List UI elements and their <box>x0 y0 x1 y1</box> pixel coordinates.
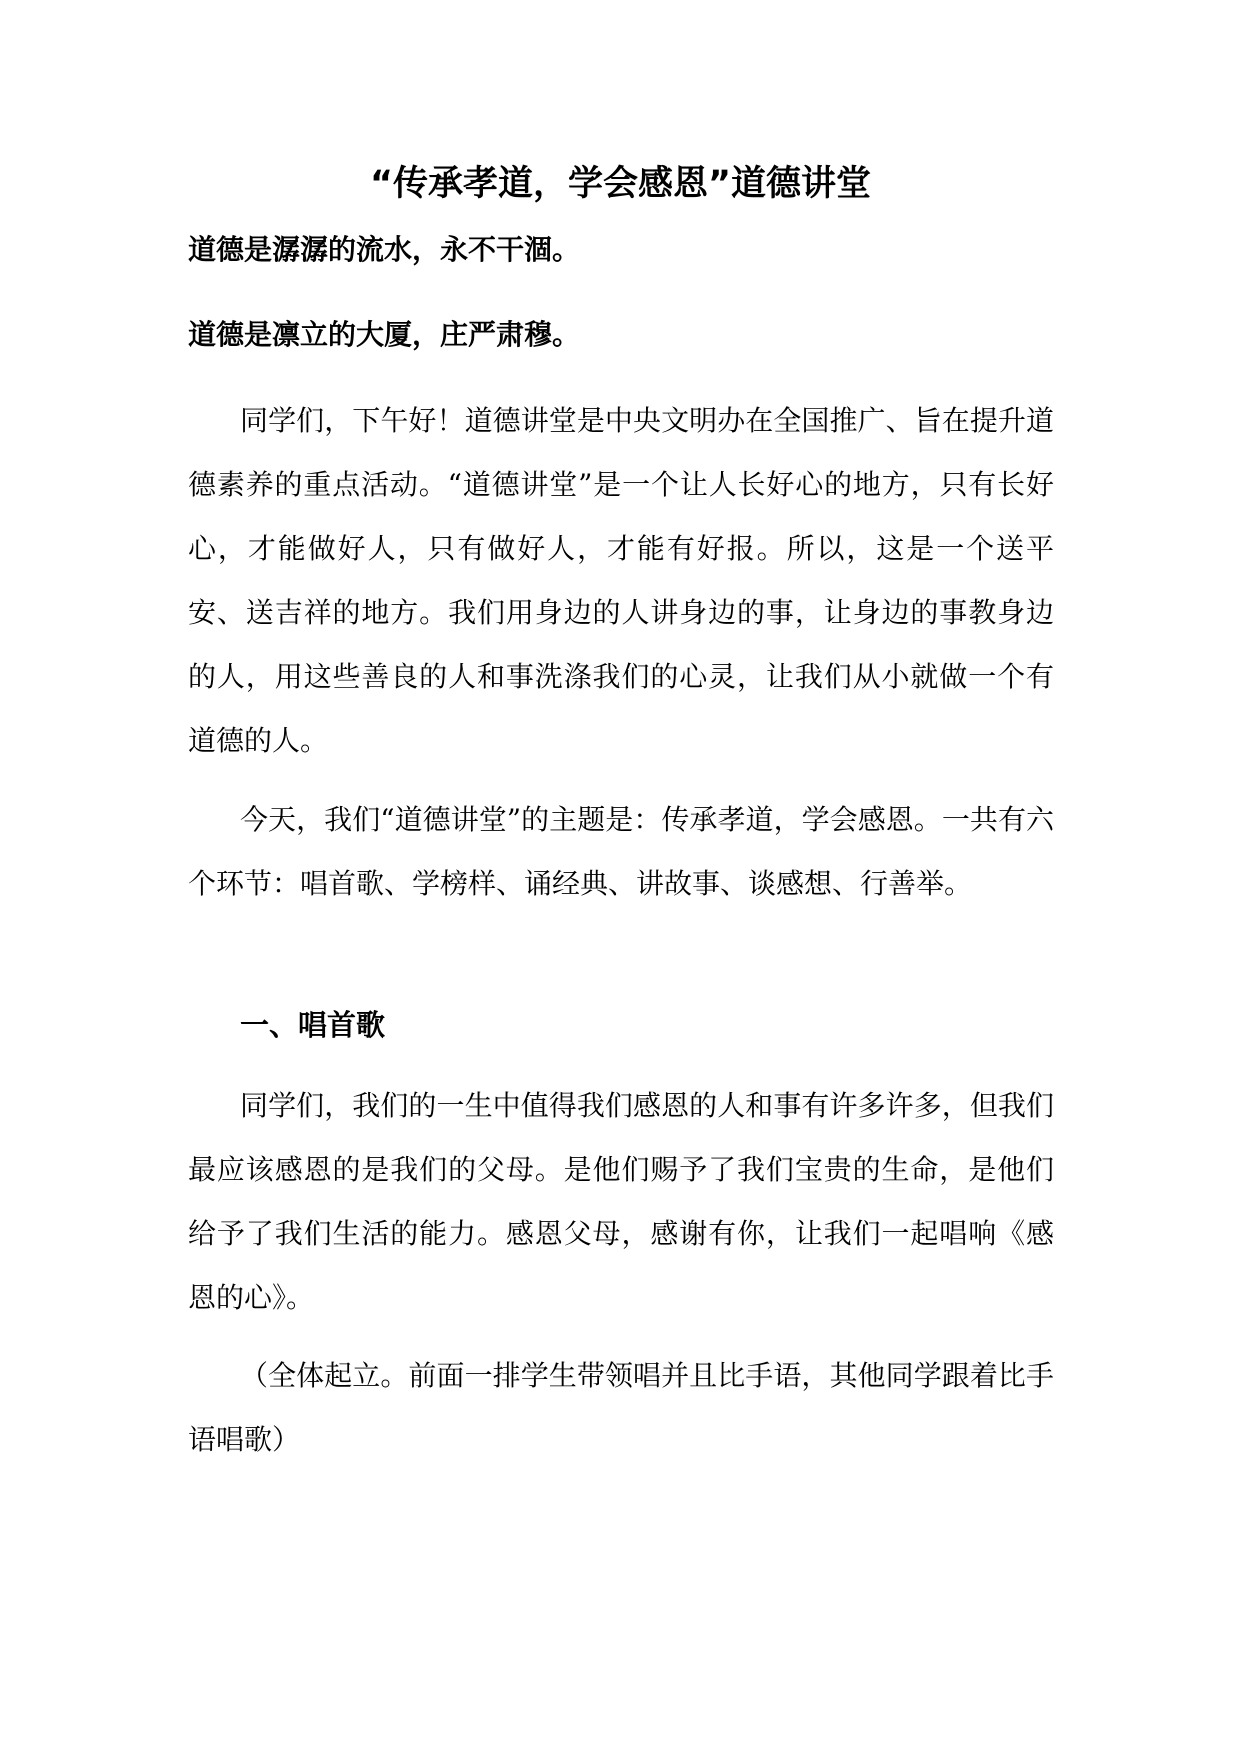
intro-line: 道德是潺潺的流水，永不干涸。 <box>188 233 581 266</box>
section-paragraph: 同学们，我们的一生中值得我们感恩的人和事有许多许多，但我们最应该感恩的是我们的父母。是他们赐予了我们宝贵的生命，是他们给予了我们生活的能力。感恩父母，感谢有你，让我们一起唱响《感恩的心》。 <box>188 1089 1054 1314</box>
stage-direction-paragraph: （全体起立。前面一排学生带领唱并且比手语，其他同学跟着比手语唱歌） <box>188 1359 1054 1456</box>
document-title: “传承孝道，学会感恩”道德讲堂 <box>369 164 871 204</box>
theme-paragraph: 今天，我们“道德讲堂”的主题是：传承孝道，学会感恩。一共有六个环节：唱首歌、学榜样、诵经典、讲故事、谈感想、行善举。 <box>188 803 1054 900</box>
section-heading: 一、唱首歌 <box>240 1008 386 1042</box>
intro-line: 道德是凛立的大厦，庄严肃穆。 <box>188 318 581 351</box>
opening-paragraph: 同学们，下午好！道德讲堂是中央文明办在全国推广、旨在提升道德素养的重点活动。“道德讲堂”是一个让人长好心的地方，只有长好心，才能做好人，只有做好人，才能有好报。所以，这是一个送平安、送吉祥的地方。我们用身边的人讲身边的事，让身边的事教身边的人，用这些善良的人和事洗涤我们的心灵，让我们从小就做一个有道德的人。 <box>188 404 1054 757</box>
